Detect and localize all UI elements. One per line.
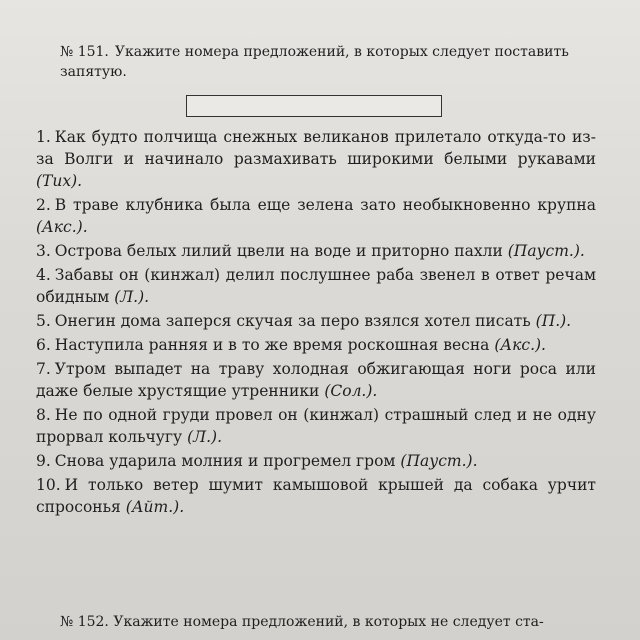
sentence-source: (Пауст.). [507,242,585,260]
task-152-header [60,612,600,632]
task-151-header [60,42,600,82]
sentence-source: (Сол.). [324,382,378,400]
sentence-text: И только ветер шумит камышовой крышей да собака урчит спросонья [36,476,596,516]
answer-box[interactable] [186,95,442,117]
sentence-number: 5. [36,312,51,330]
sentence-text: Снова ударила молния и прогремел гром [54,452,396,470]
sentence-number: 9. [36,452,51,470]
sentence-text: Острова белых лилий цвели на воде и приторно пахли [54,242,503,260]
sentence-9 [36,450,596,472]
task-152-instruction: Укажите номера предложений, в которых не следует ста- [113,614,544,630]
sentence-source: (Тих). [36,172,83,190]
task-151-number: № 151. [60,44,109,60]
sentence-number: 7. [36,360,51,378]
task-151-instruction: Укажите номера предложений, в которых следует поставить запятую. [60,44,569,80]
sentence-text: Не по одной груди провел он (кинжал) страшный след и не одну прорвал кольчугу [36,406,596,446]
sentence-text: Онегин дома заперся скучая за перо взялся хотел писать [54,312,531,330]
sentence-source: (Л.). [187,428,222,446]
sentence-source: (Акс.). [36,218,88,236]
sentence-number: 2. [36,196,51,214]
sentence-5 [36,310,596,332]
sentence-source: (Акс.). [494,336,546,354]
sentence-source: (Пауст.). [400,452,478,470]
sentence-10 [36,474,596,518]
sentence-1 [36,126,596,192]
sentence-number: 8. [36,406,51,424]
sentence-text: Как будто полчища снежных великанов прилетало откуда-то из-за Волги и начинало размахивать широкими белыми рукавами [36,128,596,168]
sentence-number: 4. [36,266,51,284]
sentence-6 [36,334,596,356]
sentence-7 [36,358,596,402]
sentence-text: Наступила ранняя и в то же время роскошная весна [54,336,490,354]
sentence-number: 1. [36,128,51,146]
sentence-3 [36,240,596,262]
sentence-source: (Л.). [114,288,150,306]
sentence-8 [36,404,596,448]
sentence-number: 3. [36,242,51,260]
sentence-source: (П.). [535,312,572,330]
task-152-number: № 152. [60,614,109,630]
sentence-text: Забавы он (кинжал) делил послушнее раба звенел в ответ речам обидным [36,266,596,306]
sentence-list [36,126,596,520]
sentence-4 [36,264,596,308]
sentence-source: (Айт.). [125,498,185,516]
sentence-text: Утром выпадет на траву холодная обжигающая ноги роса или даже белые хрустящие утренники [36,360,596,400]
sentence-number: 6. [36,336,51,354]
sentence-number: 10. [36,476,61,494]
sentence-text: В траве клубника была еще зелена зато необыкновенно крупна [54,196,596,214]
sentence-2 [36,194,596,238]
